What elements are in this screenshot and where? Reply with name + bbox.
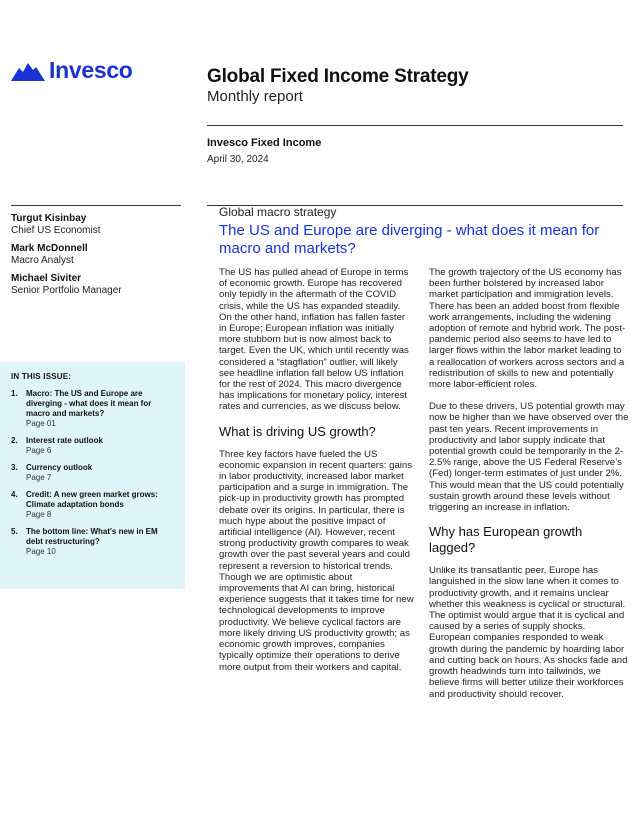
report-subtitle: Monthly report [207, 88, 303, 105]
issue-item[interactable] [11, 527, 175, 557]
issue-item[interactable] [11, 490, 175, 520]
header-divider [207, 125, 623, 126]
issue-title: Macro: The US and Europe are diverging - what does it mean for macro and markets? [26, 389, 152, 418]
issue-page: Page 6 [26, 446, 52, 455]
author-role: Chief US Economist [11, 225, 101, 236]
paragraph: Three key factors have fueled the US economic expansion in recent quarters: gains in labor productivity, increased labor market participation and a surge in immigration. The pick-up in productivity growth has prompted debate over its origins. In particular, there is much hype about the positive impact of artificial intelligence (AI). However, recent strong productivity growth compares to weak growth over the past several years and could represent a reversion to historical trends. Though we are optimistic about improvements that AI can bring, historical experience suggests that it takes time for new technological developments to improve productivity. We believe cyclical factors are more likely driving US productivity growth; as economic growth improves, companies typically optimize their operations to derive more output from their workers and capital. [219, 448, 414, 673]
subheading: Why has European growth lagged? [429, 524, 583, 556]
issue-heading: IN THIS ISSUE: [11, 372, 72, 381]
author-list [11, 213, 186, 303]
article-column-right [429, 267, 629, 711]
logo-wordmark: Invesco [49, 57, 133, 83]
subheading: What is driving US growth? [219, 423, 376, 439]
issue-item[interactable] [11, 463, 175, 483]
publisher: Invesco Fixed Income [207, 137, 322, 149]
article-headline: The US and Europe are diverging - what does it mean for macro and markets? [219, 222, 600, 257]
paragraph: Due to these drivers, US potential growth may now be higher than we have observed over the past ten years. Recent improvements in productivity and labor supply indicate that potential growth could be temporarily in the 2-2.5% range, above the US Federal Reserve’s (Fed) longer-term estimates of just under 2%. This would mean that the US could potentially sustain growth around these levels without triggering an increase in inflation. [429, 401, 629, 514]
in-this-issue-box [0, 362, 185, 589]
issue-title: Credit: A new green market grows: Climate adaptation bonds [26, 490, 158, 509]
issue-number: 1. [11, 389, 18, 398]
mountain-logo-icon [11, 59, 45, 83]
paragraph: Unlike its transatlantic peer, Europe has languished in the slow lane when it comes to productivity growth, and it remains unclear whether this weakness is cyclical or structural. The optimist would argue that it is cyclical and caused by a series of supply shocks. European companies responded to weak growth during the pandemic by hoarding labor and cutting back on hours. As shocks fade and growth headwinds turn into tailwinds, we believe firms will better utilize their workforces and productivity should recover. [429, 565, 628, 700]
sidebar-divider [11, 205, 181, 206]
author [11, 273, 186, 297]
author [11, 243, 186, 267]
issue-page: Page 10 [26, 547, 56, 556]
issue-number: 5. [11, 527, 18, 536]
author [11, 213, 186, 237]
paragraph: The US has pulled ahead of Europe in terms of economic growth. Europe has recovered only tepidly in the aftermath of the COVID crisis, while the US has expanded steadily. On the other hand, inflation has fallen faster in Europe; European inflation was initially more stubborn but is now almost back to target. Even the UK, which until recently was considered a “stagflation” outlier, will likely see headline inflation fall below US inflation for the rest of 2024. This macro divergence has implications for monetary policy, interest rates and currencies, as we discuss below. [219, 267, 409, 413]
issue-page: Page 01 [26, 419, 56, 428]
issue-number: 2. [11, 436, 18, 445]
publication-date: April 30, 2024 [207, 154, 269, 165]
author-name: Mark McDonnell [11, 243, 88, 254]
report-title: Global Fixed Income Strategy [207, 66, 469, 87]
issue-page: Page 7 [26, 473, 52, 482]
issue-title: Currency outlook [26, 463, 93, 472]
author-name: Michael Siviter [11, 273, 82, 284]
section-kicker: Global macro strategy [219, 205, 337, 219]
issue-item[interactable] [11, 436, 175, 456]
invesco-logo [11, 57, 133, 84]
issue-title: Interest rate outlook [26, 436, 103, 445]
issue-number: 4. [11, 490, 18, 499]
author-role: Macro Analyst [11, 255, 74, 266]
paragraph: The growth trajectory of the US economy has been further bolstered by increased labor market participation and immigration levels. There has been an added boost from flexible work arrangements, including the widening adoption of remote and hybrid work. The post-pandemic period also seems to have led to larger flows within the labor market leading to a reallocation of workers across sectors and a redistribution of skills to new and potentially more labor-efficient roles. [429, 267, 626, 391]
issue-item[interactable] [11, 389, 175, 429]
issue-page: Page 8 [26, 510, 52, 519]
author-role: Senior Portfolio Manager [11, 285, 122, 296]
article-column-left [219, 267, 415, 684]
author-name: Turgut Kisinbay [11, 213, 87, 224]
issue-number: 3. [11, 463, 18, 472]
issue-title: The bottom line: What's new in EM debt restructuring? [26, 527, 158, 546]
